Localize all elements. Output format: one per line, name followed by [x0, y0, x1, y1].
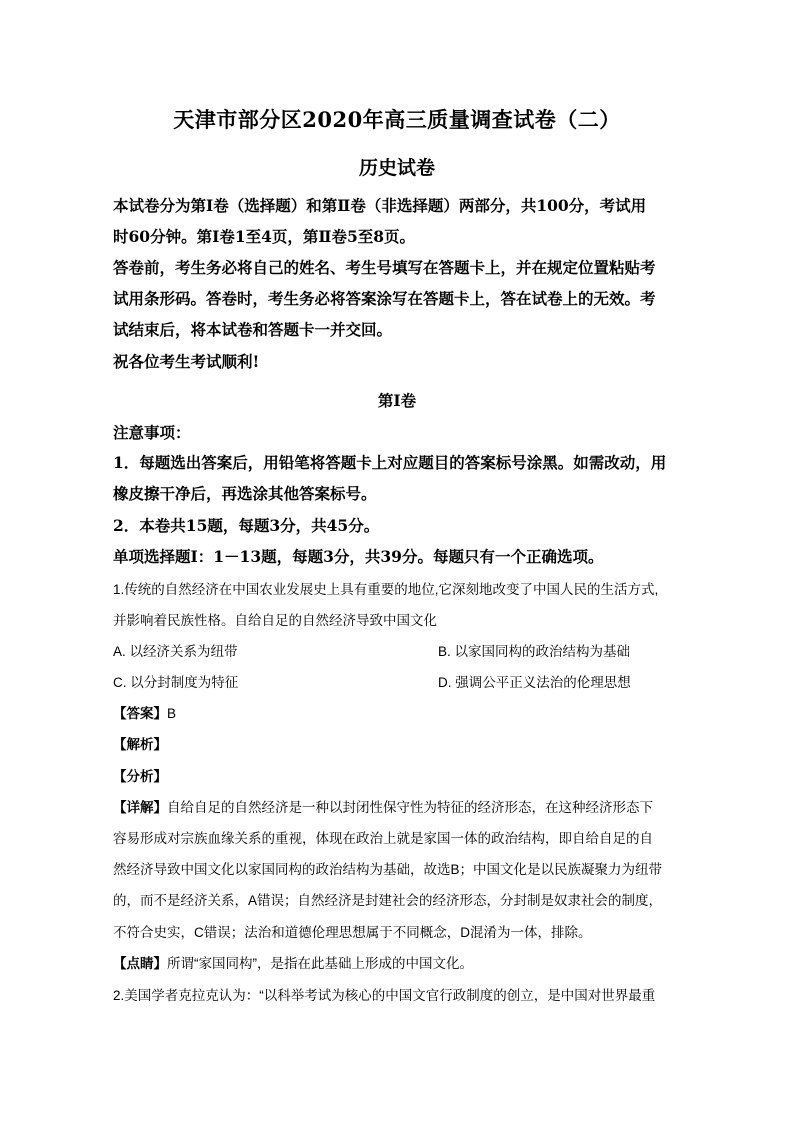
question-1-stem: 1.传统的自然经济在中国农业发展史上具有重要的地位,它深刻地改变了中国人民的生活方式, — [113, 582, 659, 597]
analysis-tag — [113, 733, 688, 753]
section-heading: 第Ⅰ卷 — [377, 391, 417, 410]
question-2-stem: 2.美国学者克拉克认为：“以科举考试为核心的中国文官行政制度的创立，是中国对世界最重 — [113, 988, 656, 1003]
fenxi-tag — [113, 765, 688, 785]
option-b: B. 以家国同构的政治结构为基础 — [438, 644, 631, 659]
answer-tag: 【答案】 — [113, 706, 167, 721]
fenxi-label: 【分析】 — [113, 769, 167, 784]
page-subtitle: 历史试卷 — [358, 157, 435, 179]
detail-line — [113, 796, 688, 816]
detail-line: 然经济导致中国文化以家国同构的政治结构为基础，故选B；中国文化是以民族凝聚力为纽带 — [113, 862, 663, 877]
note-line: 1．每题选出答案后，用铅笔将答题卡上对应题目的答案标号涂黑。如需改动，用 — [113, 453, 667, 472]
analysis-label: 【解析】 — [113, 737, 167, 752]
answer-value: B — [167, 706, 177, 721]
point-line — [113, 952, 688, 972]
detail-label: 【详解】 — [113, 800, 167, 815]
intro-line: 答卷前，考生务必将自己的姓名、考生号填写在答题卡上，并在规定位置粘贴考 — [113, 258, 656, 277]
page-title: 天津市部分区2020年高三质量调查试卷（二） — [173, 107, 621, 132]
point-label: 【点睛】 — [113, 956, 167, 971]
intro-line: 时60分钟。第Ⅰ卷1至4页，第Ⅱ卷5至8页。 — [113, 227, 416, 246]
intro-line: 试用条形码。答卷时，考生务必将答案涂写在答题卡上，答在试卷上的无效。考 — [113, 289, 656, 308]
detail-text: 自给自足的自然经济是一种以封闭性保守性为特征的经济形态，在这种经济形态下 — [167, 800, 653, 815]
detail-line: 的，而不是经济关系，A错误；自然经济是封建社会的经济形态，分封制是奴隶社会的制度， — [113, 893, 663, 908]
note-line: 2．本卷共15题，每题3分，共45分。 — [113, 516, 380, 535]
option-c: C. 以分封制度为特征 — [113, 675, 239, 690]
question-1-stem: 并影响着民族性格。自给自足的自然经济导致中国文化 — [113, 613, 437, 628]
single-choice-heading: 单项选择题Ⅰ：1－13题，每题3分，共39分。每题只有一个正确选项。 — [113, 547, 604, 566]
detail-line: 不符合史实，C错误；法治和道德伦理思想属于不同概念，D混淆为一体，排除。 — [113, 925, 592, 940]
point-text: 所谓“家国同构”，是指在此基础上形成的中国文化。 — [167, 956, 473, 971]
intro-line: 试结束后，将本试卷和答题卡一并交回。 — [113, 320, 393, 339]
detail-line: 容易形成对宗族血缘关系的重视，体现在政治上就是家国一体的政治结构，即自给自足的自 — [113, 831, 653, 846]
note-line: 橡皮擦干净后，再选涂其他答案标号。 — [113, 484, 377, 503]
intro-line: 本试卷分为第Ⅰ卷（选择题）和第Ⅱ卷（非选择题）两部分，共100分，考试用 — [113, 196, 647, 215]
option-a: A. 以经济关系为纽带 — [113, 644, 238, 659]
option-d: D. 强调公平正义法治的伦理思想 — [438, 675, 631, 690]
answer-row — [113, 702, 688, 722]
intro-line: 祝各位考生考试顺利! — [113, 352, 260, 371]
notes-heading: 注意事项： — [113, 423, 191, 442]
